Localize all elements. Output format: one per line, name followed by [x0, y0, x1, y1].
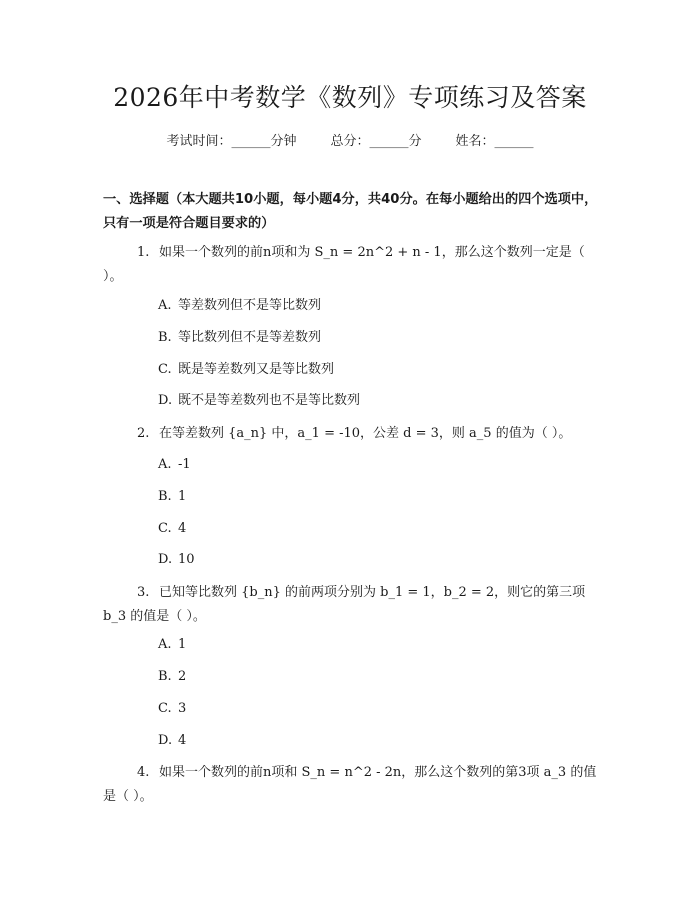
option-3c: C. 3: [158, 701, 187, 716]
question-1: [103, 241, 601, 289]
option-2a: A. -1: [158, 457, 191, 472]
option-3b: B. 2: [158, 669, 187, 684]
student-name-field: 姓名：______: [455, 134, 534, 149]
question-stem: 如果一个数列的前n项和为 S_n = 2n^2 + n - 1，那么这个数列一定是（ ）。: [103, 245, 585, 284]
question-stem: 在等差数列 {a_n} 中，a_1 = -10，公差 d = 3，则 a_5 的值为（ ）。: [159, 426, 572, 441]
question-number: 4.: [137, 765, 150, 780]
option-3d: D. 4: [158, 733, 187, 748]
exam-time-field: 考试时间：______分钟: [166, 134, 297, 149]
question-3: [103, 581, 601, 629]
option-2b: B. 1: [158, 489, 187, 504]
option-1b: B. 等比数列但不是等差数列: [158, 330, 322, 345]
question-stem: 已知等比数列 {b_n} 的前两项分别为 b_1 = 1，b_2 = 2，则它的第三项 b_3 的值是（ ）。: [103, 585, 586, 624]
page-title: 2026年中考数学《数列》专项练习及答案: [113, 83, 587, 112]
section-heading-multiple-choice: 一、选择题（本大题共10小题，每小题4分，共40分。在每小题给出的四个选项中，只有一项是符合题目要求的）: [103, 192, 598, 231]
question-2: [103, 422, 601, 446]
question-stem: 如果一个数列的前n项和 S_n = n^2 - 2n，那么这个数列的第3项 a_3 的值是（ ）。: [103, 765, 597, 804]
option-1c: C. 既是等差数列又是等比数列: [158, 362, 335, 377]
option-1a: A. 等差数列但不是等比数列: [158, 298, 322, 313]
question-number: 1.: [137, 245, 150, 260]
question-number: 2.: [137, 426, 150, 441]
option-3a: A. 1: [158, 637, 187, 652]
exam-info-line: [0, 133, 700, 151]
total-score-field: 总分：______分: [330, 134, 422, 149]
question-4: [103, 761, 601, 809]
option-1d: D. 既不是等差数列也不是等比数列: [158, 393, 361, 408]
question-number: 3.: [137, 585, 150, 600]
option-2c: C. 4: [158, 521, 187, 536]
option-2d: D. 10: [158, 552, 195, 567]
